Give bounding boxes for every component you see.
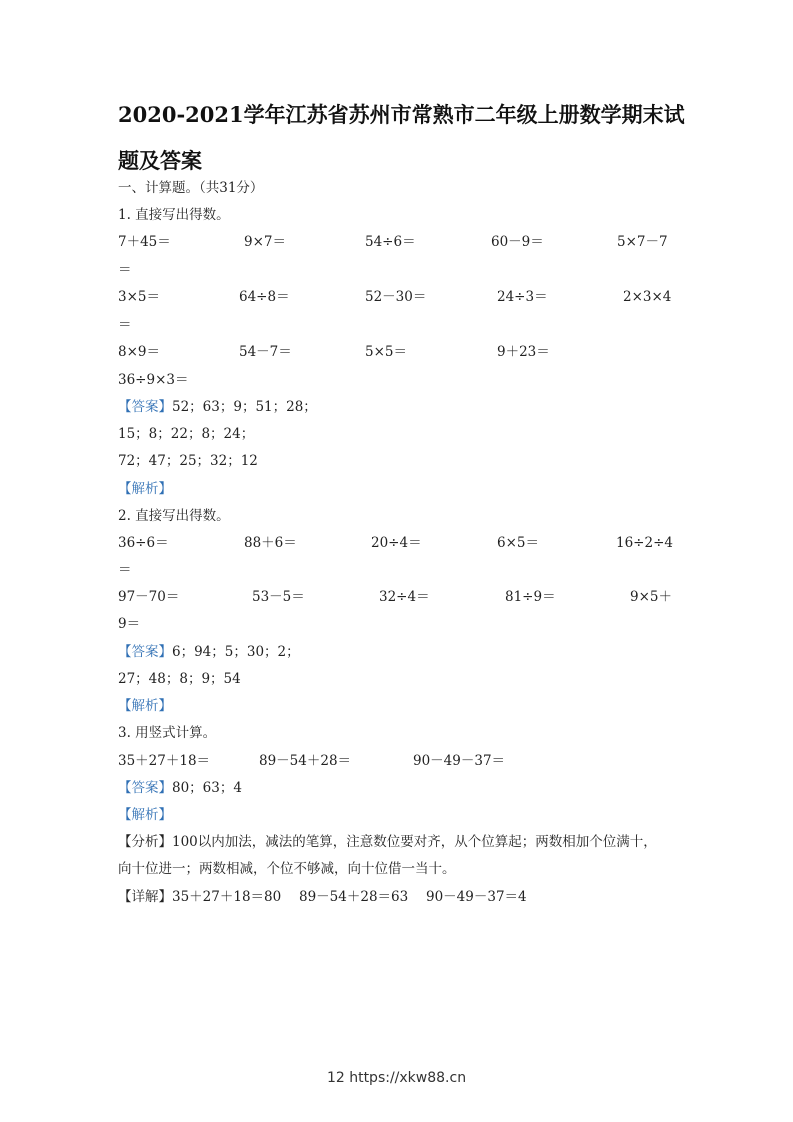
q1-problem: 64÷8＝	[239, 289, 290, 305]
q3-xiangjie	[118, 887, 527, 907]
answer-text: 80；63；4	[172, 780, 242, 796]
q1-answer	[118, 397, 317, 417]
q1-answer-line-3: 72；47；25；32；12	[118, 453, 258, 469]
question-1-prompt: 1. 直接写出得数。	[118, 207, 230, 223]
q1-problem: 3×5＝	[118, 289, 160, 305]
q1-problem: 9×7＝	[244, 234, 286, 250]
xiangjie-text: 35＋27＋18＝80 89－54＋28＝63 90－49－37＝4	[172, 889, 527, 905]
q3-fenxi	[118, 832, 657, 852]
q2-row-2-wrap: 9＝	[118, 616, 141, 632]
q3-answer	[118, 778, 242, 798]
q1-problem: 5×5＝	[365, 344, 407, 360]
q3-problem: 35＋27＋18＝	[118, 753, 211, 769]
q3-problem: 89－54＋28＝	[259, 753, 352, 769]
q1-row-3	[118, 342, 678, 362]
page-footer: 12 https://xkw88.cn	[326, 1070, 467, 1086]
q2-answer-line-2: 27；48；8；9；54	[118, 671, 241, 687]
question-2-prompt: 2. 直接写出得数。	[118, 508, 230, 524]
q3-fenxi-line-2: 向十位进一；两数相减，个位不够减，向十位借一当十。	[118, 861, 456, 877]
q2-problem: 53－5＝	[252, 589, 305, 605]
xiangjie-tag: 【详解】	[118, 889, 172, 905]
q1-answer-line-2: 15；8；22；8；24；	[118, 426, 255, 442]
q2-problem: 81÷9＝	[505, 589, 556, 605]
answer-tag: 【答案】	[118, 399, 172, 415]
answer-tag: 【答案】	[118, 780, 172, 796]
q2-problem: 88＋6＝	[244, 535, 297, 551]
q2-problem: 36÷6＝	[118, 535, 169, 551]
page-title: 2020-2021学年江苏省苏州市常熟市二年级上册数学期末试题及答案	[118, 102, 685, 173]
q2-row-1-wrap: ＝	[118, 562, 132, 578]
q1-row-2-wrap: ＝	[118, 317, 132, 333]
q1-problem: 60－9＝	[491, 234, 544, 250]
q2-problem: 6×5＝	[497, 535, 539, 551]
answer-text: 52；63；9；51；28；	[172, 399, 317, 415]
q1-row-2	[118, 287, 678, 307]
q1-row-1	[118, 232, 678, 252]
q1-problem: 52－30＝	[365, 289, 427, 305]
q1-problem: 7＋45＝	[118, 234, 171, 250]
q1-problem: 8×9＝	[118, 344, 160, 360]
q1-row-4: 36÷9×3＝	[118, 372, 189, 388]
q1-problem: 5×7－7	[617, 234, 668, 250]
answer-tag: 【答案】	[118, 644, 172, 660]
q1-row-1-wrap: ＝	[118, 262, 132, 278]
q2-problem: 16÷2÷4	[616, 535, 673, 551]
q2-row-2	[118, 587, 678, 607]
q2-problem: 20÷4＝	[371, 535, 422, 551]
q1-problem: 54－7＝	[239, 344, 292, 360]
q2-problem: 97－70＝	[118, 589, 180, 605]
answer-text: 6；94；5；30；2；	[172, 644, 300, 660]
q1-problem: 24÷3＝	[497, 289, 548, 305]
q2-problem: 32÷4＝	[379, 589, 430, 605]
q2-problem: 9×5＋	[630, 589, 672, 605]
q2-analysis-tag: 【解析】	[118, 698, 172, 714]
q3-analysis-tag: 【解析】	[118, 807, 172, 823]
fenxi-tag: 【分析】	[118, 834, 172, 850]
q1-analysis-tag: 【解析】	[118, 481, 172, 497]
q2-answer	[118, 642, 300, 662]
q2-row-1	[118, 533, 678, 553]
question-3-prompt: 3. 用竖式计算。	[118, 725, 217, 741]
q1-problem: 54÷6＝	[365, 234, 416, 250]
section-heading: 一、计算题。（共31分）	[118, 180, 264, 196]
q1-problem: 2×3×4	[623, 289, 672, 305]
fenxi-text: 100以内加法，减法的笔算，注意数位要对齐，从个位算起；两数相加个位满十，	[172, 834, 657, 850]
q3-row-1	[118, 751, 678, 771]
q3-problem: 90－49－37＝	[413, 753, 506, 769]
q1-problem: 9＋23＝	[497, 344, 550, 360]
